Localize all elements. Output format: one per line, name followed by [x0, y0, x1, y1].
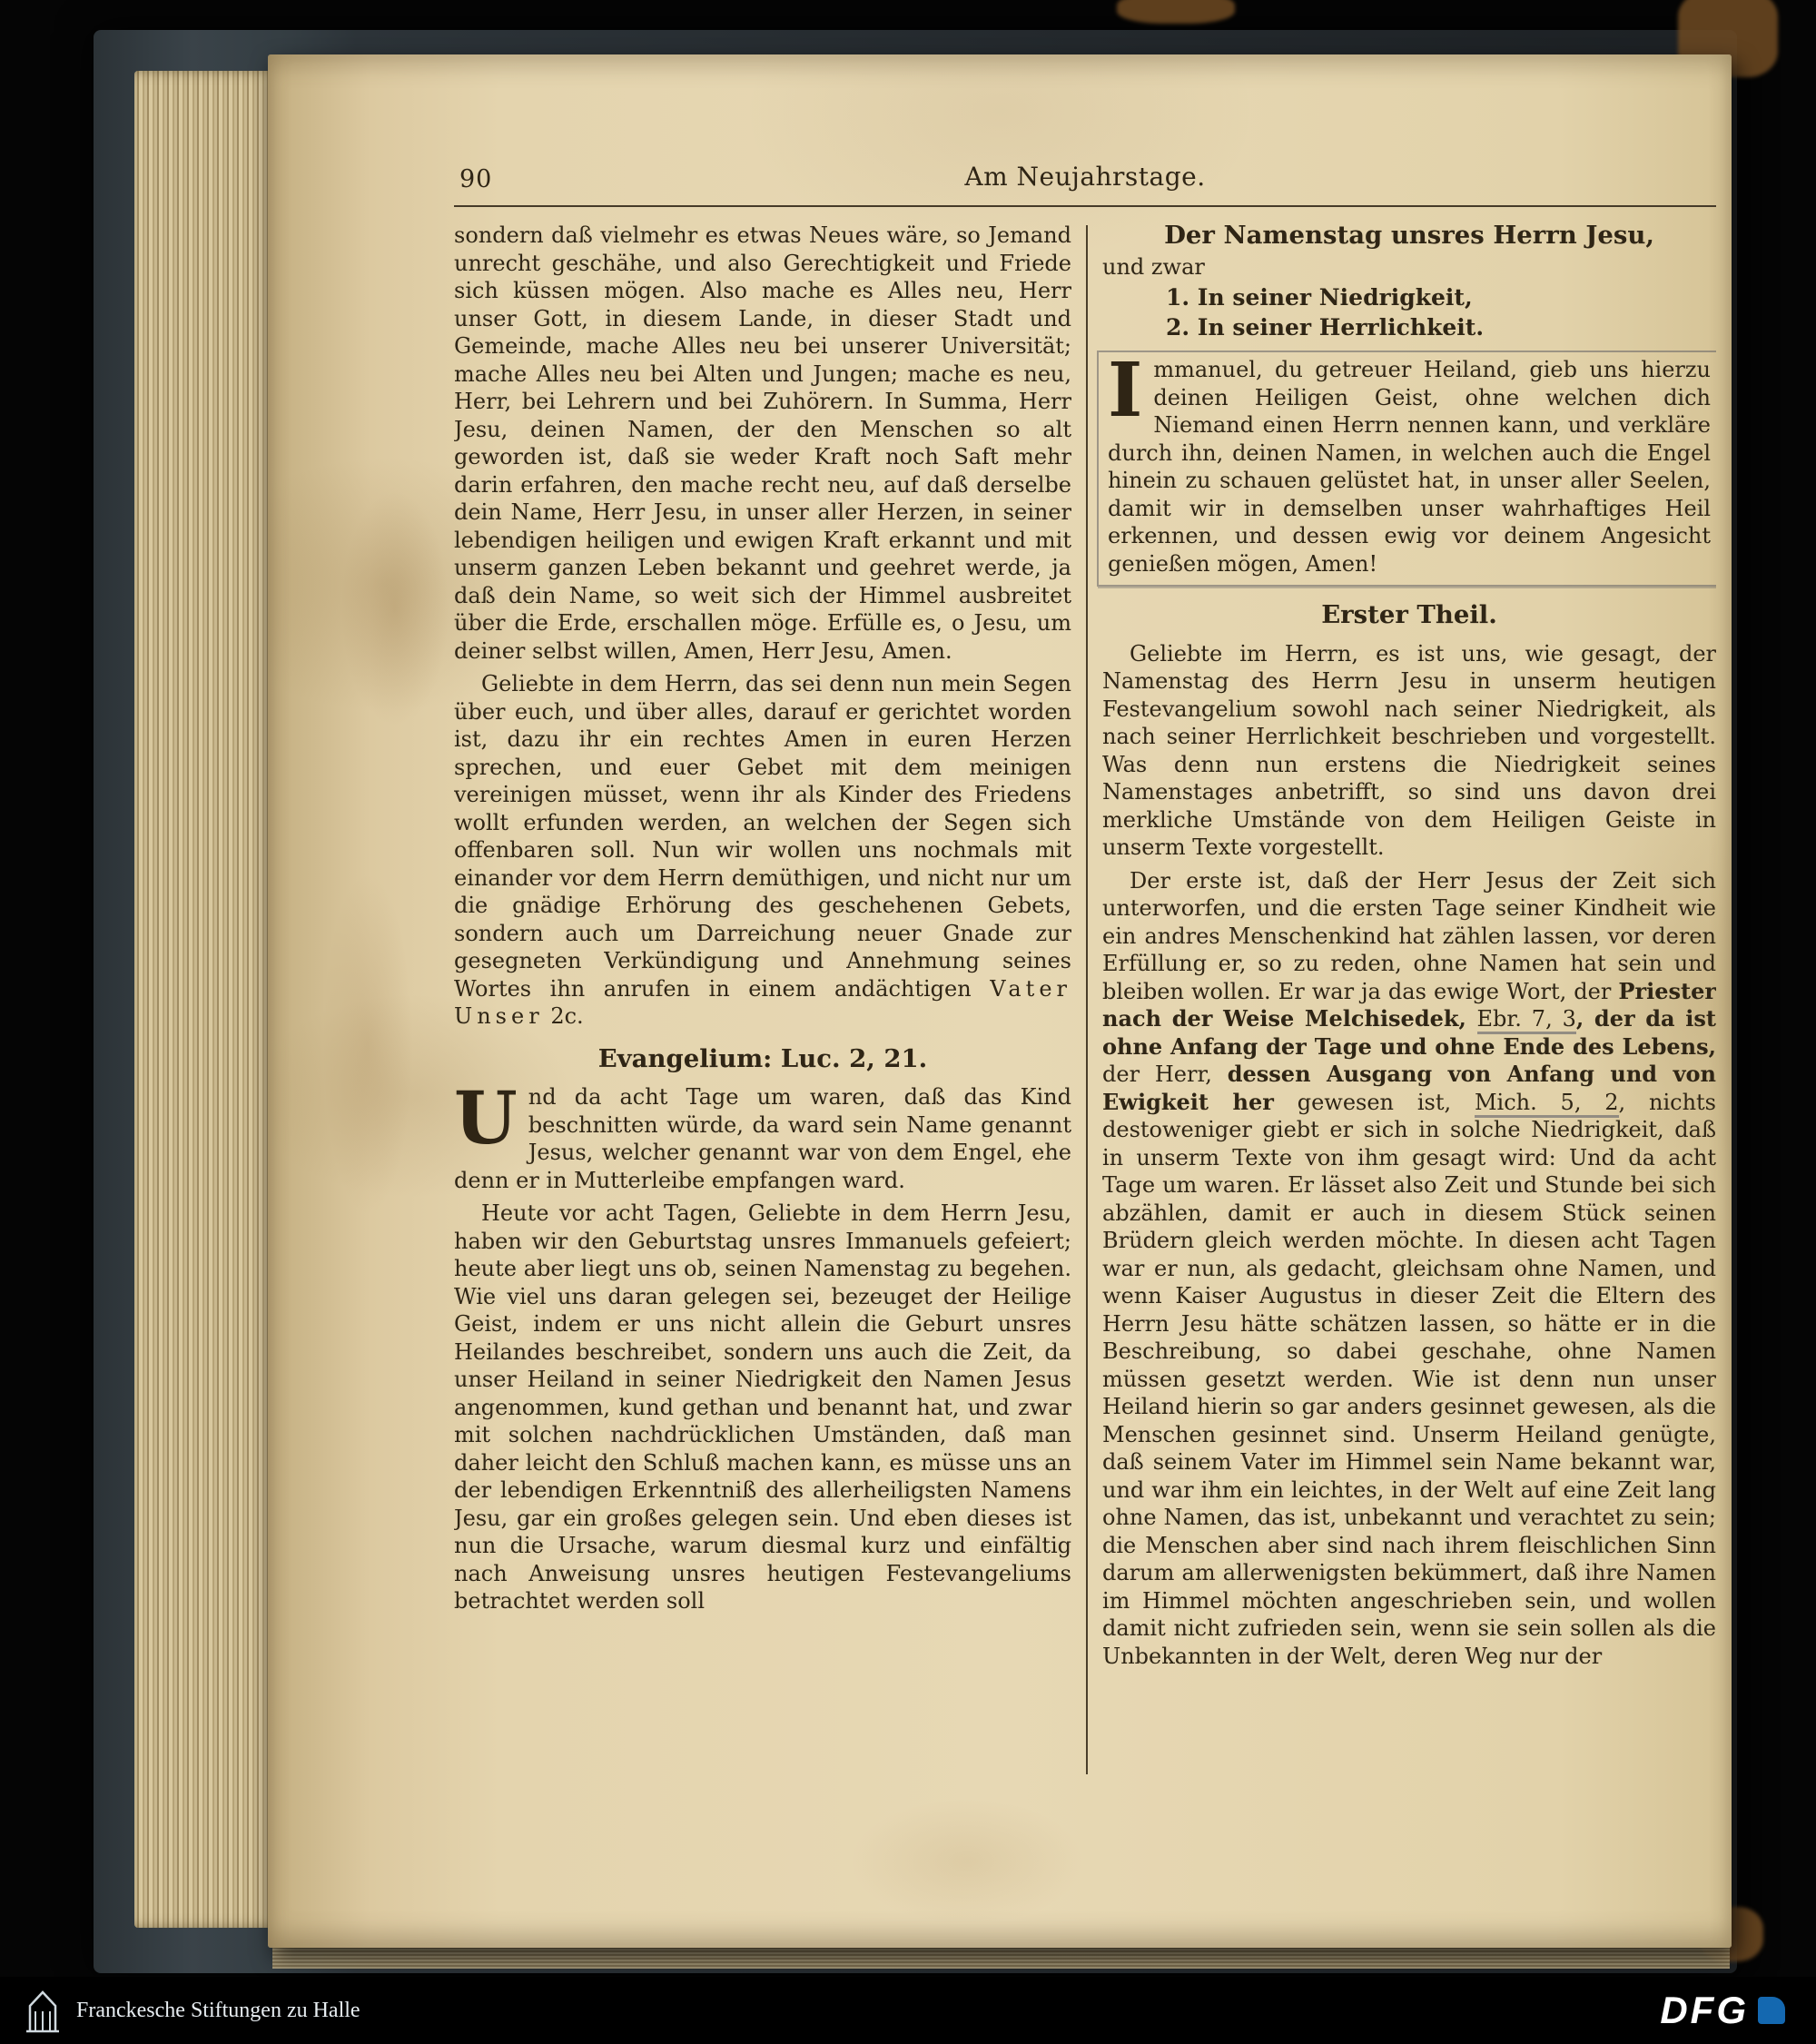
paragraph-geliebte-im-herrn: Geliebte im Herrn, es ist uns, wie gesagt, der Namenstag des Herrn Jesu in unserm heutigen Festevangelium sowohl nach seiner Niedrigkeit, als nach seiner Herrlichkeit beschrieben und vorgestellt. Was denn nun erstens die Niedrigkeit seines Namenstages anbetrifft, so sind uns davon drei merkliche Umstände von dem Heiligen Geiste in unserm Texte vorgestellt.	[1102, 640, 1716, 860]
text-run: Der erste ist, daß der Herr Jesus der Zeit sich unterworfen, und die ersten Tage seiner Kindheit wie ein andres Menschenkind hat zählen lassen, vor deren Erfüllung er, so zu reden, ohne Namen hat sein und bleiben wollen. Er war ja das ewige Wort, der	[1102, 867, 1716, 1004]
prayer-pencil-box	[1097, 347, 1716, 587]
dropcap-initial-i: I	[1108, 347, 1143, 434]
bold-run-priester: Priester nach der Weise Melchisedek,	[1102, 977, 1716, 1032]
paper-stain	[322, 872, 413, 1217]
dfg-logo-text: DFG	[1660, 1989, 1749, 2031]
paper-stain	[340, 490, 449, 726]
header-rule	[454, 205, 1716, 207]
prayer-text	[1108, 347, 1711, 578]
rust-spot	[1117, 0, 1235, 24]
paragraph-continuation: sondern daß vielmehr es etwas Neues wäre, so Jemand unrecht geschähe, und also Gerechtigkeit und Friede sich küssen mögen. Also mache es Alles neu, Herr unser Gott, in diesem Lande, in dieser Stadt und Gemeinde, mache Alles neu bei unserer Universität; mache Alles neu bei Alten und Jungen; mache es neu, Herr, bei Lehrern und bei Zuhörern. In Summa, Herr Jesu, deinen Namen, der den Menschen so alt geworden ist, daß sie weder Kraft noch Saft mehr darin erfahren, den mache recht neu, auf daß derselbe dein Name, Herr Jesu, in unser aller Herzen, in seiner lebendigen heiligen und ewigen Kraft erkannt und mit unserm ganzen Leben bekannt und geehret werde, ja daß dein Name, so weit sich der Himmel ausbreitet über die Erde, erschallen möge. Erfülle es, o Jesu, um deiner selbst willen, Amen, Herr Jesu, Amen.	[454, 222, 1071, 664]
left-column	[454, 222, 1071, 1838]
pencil-underline-mich-5-2: Mich. 5, 2	[1475, 1090, 1619, 1118]
page-bottom-edges	[272, 1945, 1730, 1969]
footer-bar	[0, 1977, 1816, 2044]
section-title: Der Namenstag unsres Herrn Jesu,	[1164, 222, 1654, 250]
two-column-text	[454, 222, 1716, 1838]
bold-run-ausgang: dessen Ausgang von Anfang und von Ewigkeit her	[1102, 1061, 1716, 1115]
page-stack-edges	[134, 71, 284, 1928]
text-run: gewesen ist,	[1273, 1089, 1475, 1115]
page-content	[454, 162, 1716, 1838]
page-number: 90	[459, 165, 493, 193]
institution-branding	[24, 1988, 360, 2033]
running-title: Am Neujahrstage.	[964, 162, 1206, 192]
page-header	[454, 162, 1716, 198]
text-run: mmanuel, du getreuer Heiland, gieb uns hierzu deinen Heiligen Geist, ohne welchen dich Niemand einen Herrn nennen kann, und verkläre durch ihn, deinen Namen, in welchen auch die Engel hinein zu schauen gelüstet hat, in unser aller Seelen, damit wir in demselben unser wahrhaftiges Heil erkennen, und dessen ewig vor deinem Angesicht genießen mögen, Amen!	[1108, 357, 1711, 577]
book-page	[268, 54, 1732, 1948]
text-run: nd da acht Tage um waren, daß das Kind beschnitten würde, da ward sein Name genannt Jesus, welcher genannt war von dem Engel, ehe denn er in Mutterleibe empfangen ward.	[454, 1084, 1071, 1193]
evangelium-text	[454, 1075, 1071, 1194]
dfg-blue-mark	[1758, 1997, 1785, 2024]
lead-und-zwar: und zwar	[1102, 253, 1205, 280]
franckesche-logo-icon	[24, 1988, 62, 2033]
text-run: der Herr,	[1102, 1061, 1228, 1087]
column-divider-rule	[1086, 225, 1088, 1774]
dropcap-initial-u: U	[454, 1075, 518, 1160]
evangelium-heading: Evangelium: Luc. 2, 21.	[597, 1043, 928, 1073]
paragraph-heute-vor-acht-tagen: Heute vor acht Tagen, Geliebte in dem Herrn Jesu, haben wir den Geburtstag unsres Immanuels gefeiert; heute aber liegt uns ob, seinen Namenstag zu begehen. Wie viel uns daran gelegen sei, bezeuget der Heilige Geist, indem er uns nicht allein die Geburt unsres Heilandes beschreibet, sondern uns auch die Zeit, da unser Heiland in seiner Niedrigkeit den Namen Jesus angenommen, kund gethan und benannt hat, und zwar mit solchen nachdrücklichen Umständen, daß man daher leicht den Schluß machen kann, es müsse uns an der lebendigen Erkenntniß des allerheiligsten Namens Jesu, gar ein großes gelegen sein. Und eben dieses ist nun die Ursache, warum diesmal kurz und einfältig nach Anweisung unsres heutigen Festevangeliums betrachtet werden soll	[454, 1200, 1071, 1614]
text-run: 2c.	[543, 1003, 584, 1029]
bold-run-ohne-anfang: , der da ist ohne Anfang der Tage und ohne Ende des Lebens,	[1102, 1005, 1716, 1060]
dfg-logo	[1660, 1989, 1785, 2032]
text-run: Geliebte in dem Herrn, das sei denn nun mein Segen über euch, und über alles, darauf er gerichtet worden ist, dazu ihr ein rechtes Amen in euren Herzen sprechen, und euer Gebet mit dem meinigen vereinigen müsset, wenn ihr als Kinder des Friedens wollt erfunden werden, an welchen der Segen sich offenbaren soll. Nun wir wollen uns nochmals mit einander vor dem Herrn demüthigen, und nicht nur um die gnädige Erhörung des geschehenen Gebets, sondern auch um Darreichung neuer Gnade zur gesegneten Verkündigung und Annehmung seines Wortes ihn anrufen in einem andächtigen	[454, 671, 1071, 1002]
list-item-herrlichkeit: 2. In seiner Herrlichkeit.	[1166, 313, 1485, 341]
paragraph-der-erste-ist	[1102, 867, 1716, 1671]
right-column	[1102, 222, 1716, 1838]
spaced-text-vater-unser: Vater Unser	[454, 975, 1071, 1029]
institution-label: Franckesche Stiftungen zu Halle	[76, 1998, 360, 2022]
erster-theil-heading: Erster Theil.	[1321, 600, 1497, 629]
paragraph-blessing	[454, 670, 1071, 1031]
text-run: , nichts destoweniger giebt er sich in solche Niedrigkeit, daß in unserm Texte von ihm gesagt wird: Und da acht Tage um waren. Er lässet also Zeit und Stunde bei sich abzählen, damit er auch in diesem Stück seinen Brüdern gleich werden möchte. In diesen acht Tagen war er nun, als gedacht, gleichsam ohne Namen, und wenn Kaiser Augustus in dieser Zeit die Eltern des Herrn Jesu hätte schätzen lassen, so hätte er in die Beschreibung, so dabei geschahe, ohne Namen müssen gesetzt werden. Wie ist denn nun unser Heiland hierin so gar anders gesinnet gewesen, als die Menschen gesinnet sind. Unserm Heiland genügte, daß seinem Vater im Himmel sein Name bekannt war, und war ihm ein leichtes, in der Welt auf eine Zeit lang ohne Namen, das ist, unbekannt und verachtet zu sein; die Menschen aber sind nach ihrem fleischlichen Sinn darum am allerwenigsten bekümmert, daß ihre Namen im Himmel möchten angeschrieben sein, und wollen damit nicht zufrieden sein, wenn sie sein sollen als die Unbekannten in der Welt, deren Weg nur der	[1102, 1089, 1716, 1669]
list-item-niedrigkeit: 1. In seiner Niedrigkeit,	[1166, 284, 1473, 311]
pencil-underline-ebr-7-3: Ebr. 7, 3	[1477, 1006, 1576, 1034]
